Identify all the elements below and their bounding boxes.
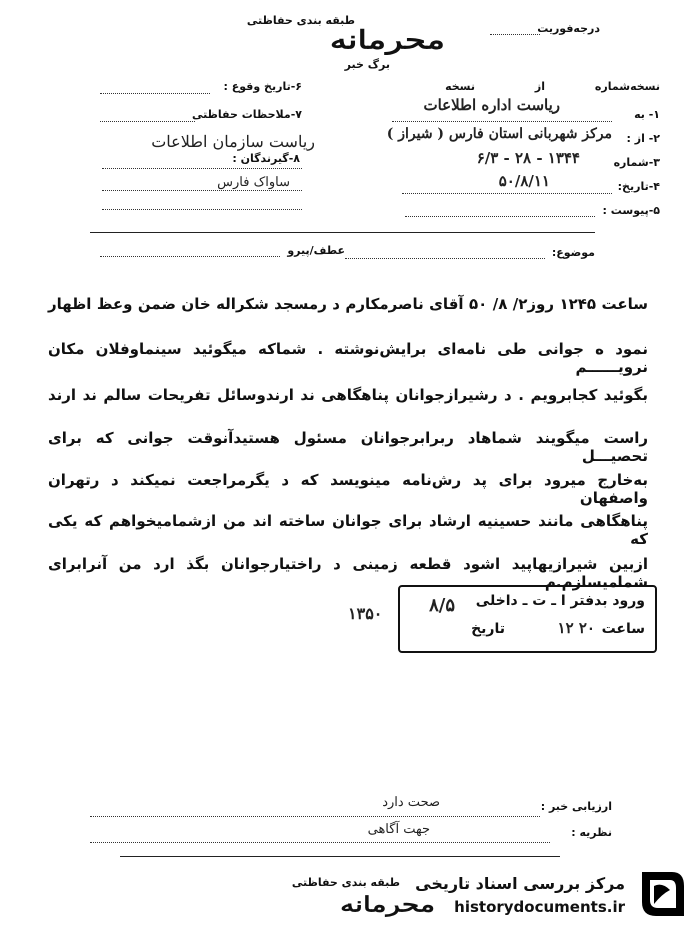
stamp-hour-value: ۲۰ ۱۲ — [557, 619, 595, 637]
to-value: ریاست اداره اطلاعات — [423, 96, 560, 114]
copy-number-label: نسخه‌شماره — [594, 80, 660, 93]
recipient-2: ساواک فارس — [217, 175, 290, 190]
footer-separator — [120, 856, 560, 857]
date-label: ۴-تاریخ: — [617, 180, 660, 193]
stamp-hour-label: ساعت — [601, 621, 645, 637]
date-line — [402, 193, 612, 194]
stamp-year: ۱۳۵۰ — [348, 604, 383, 623]
archive-logo-icon — [632, 864, 694, 926]
watermark-url: historydocuments.ir — [454, 898, 625, 916]
from-label: ۲- از : — [626, 132, 660, 145]
field-recipients: ۸-گیرندگان : — [232, 152, 300, 165]
occurrence-date-line — [100, 93, 210, 94]
stamp-line-1: ورود بدفتر ا ـ ت ـ داخلی — [475, 593, 645, 609]
attachment-line — [405, 216, 595, 217]
assessment-value: صحت دارد — [382, 795, 440, 810]
body-line-3: بگوئید کجابرویم . د رشیرازجوانان پناهگاهی ند ارندوسائل تفریحات سالم ند ارند — [48, 386, 648, 404]
to-label: ۱- به — [634, 108, 660, 121]
copy-of-label: از — [534, 80, 545, 93]
body-line-4: راست میگویند شماهاد ربرابرجوانان مسئول هستیدآنوقت جوانی که برای تحصیـــل — [48, 429, 648, 465]
priority-label: درجه‌فوریت — [537, 22, 600, 35]
header-separator — [90, 232, 595, 233]
subject-line — [345, 258, 545, 259]
date-value: ۵۰/۸/۱۱ — [498, 172, 550, 190]
stamp-date-label: تاریخ — [471, 621, 505, 637]
body-line-2: نمود ه جوانی طی نامه‌ای برایش‌نوشته . شماکه میگوئید سینماوفلان مکان نرویــــــم — [48, 340, 648, 376]
priority-line — [490, 34, 540, 35]
footer-classification-seal: محرمانه — [340, 892, 435, 917]
body-line-6: پناهگاهی مانند حسینیه ارشاد برای جوانان ساخته اند من ازشمامیخواهم که یکی که — [48, 512, 648, 548]
stamp-date-value: ۸/۵ — [429, 595, 455, 616]
watermark-title: مرکز بررسی اسناد تاریخی — [415, 874, 625, 893]
classification-caption: طبقه بندی حفاظتی — [246, 14, 355, 27]
subject-label: موضوع: — [551, 246, 595, 259]
security-notes-line — [100, 121, 195, 122]
recipient-1: ریاست سازمان اطلاعات — [151, 132, 315, 151]
number-label: ۳-شماره — [613, 156, 660, 169]
recipient-line-3 — [102, 209, 302, 210]
recipient-line-1 — [102, 168, 302, 169]
received-stamp — [398, 585, 657, 653]
field-security-notes: ۷-ملاحظات حفاظتی — [191, 108, 302, 121]
comment-line — [90, 842, 550, 843]
assessment-line — [90, 816, 540, 817]
field-occurrence-date: ۶-تاریخ وقوع : — [223, 80, 302, 93]
watermark — [415, 858, 700, 931]
comment-label: نظریه : — [571, 826, 612, 839]
number-value: ۱۳۴۴ - ۲۸ - ۶/۳ — [476, 149, 580, 167]
comment-value: جهت آگاهی — [367, 822, 430, 837]
classification-seal: محرمانه — [329, 25, 445, 55]
attachment-label: ۵-پیوست : — [602, 204, 660, 217]
to-line — [392, 121, 612, 122]
body-line-1: ساعت ۱۲۴۵ روز۲/ ۸/ ۵۰ آقای ناصرمکارم د رمسجد شکراله خان ضمن وعظ اظهار — [48, 295, 648, 313]
copy-label: نسخه — [445, 80, 475, 93]
body-line-5: به‌خارج میرود برای پد رش‌نامه مینویسد که د یگرمراجعت نمیکند د رتهران واصفهان — [48, 471, 648, 507]
doc-type-label: برگ خبر — [344, 58, 390, 71]
from-value: مرکز شهربانی استان فارس ( شیراز ) — [386, 126, 612, 142]
body-line-7: ازبین شیرازیهاپید اشود قطعه زمینی د راختیارجوانان بگذ ارد من آنرابرای شماميسازم.م — [48, 555, 648, 591]
footer-classification-caption: طبقه بندی حفاظتی — [291, 876, 400, 889]
recipient-line-2 — [102, 190, 302, 191]
assessment-label: ارزیابی خبر : — [540, 800, 612, 813]
ref-label: عطف/پیرو — [287, 244, 345, 257]
ref-line — [100, 256, 280, 257]
